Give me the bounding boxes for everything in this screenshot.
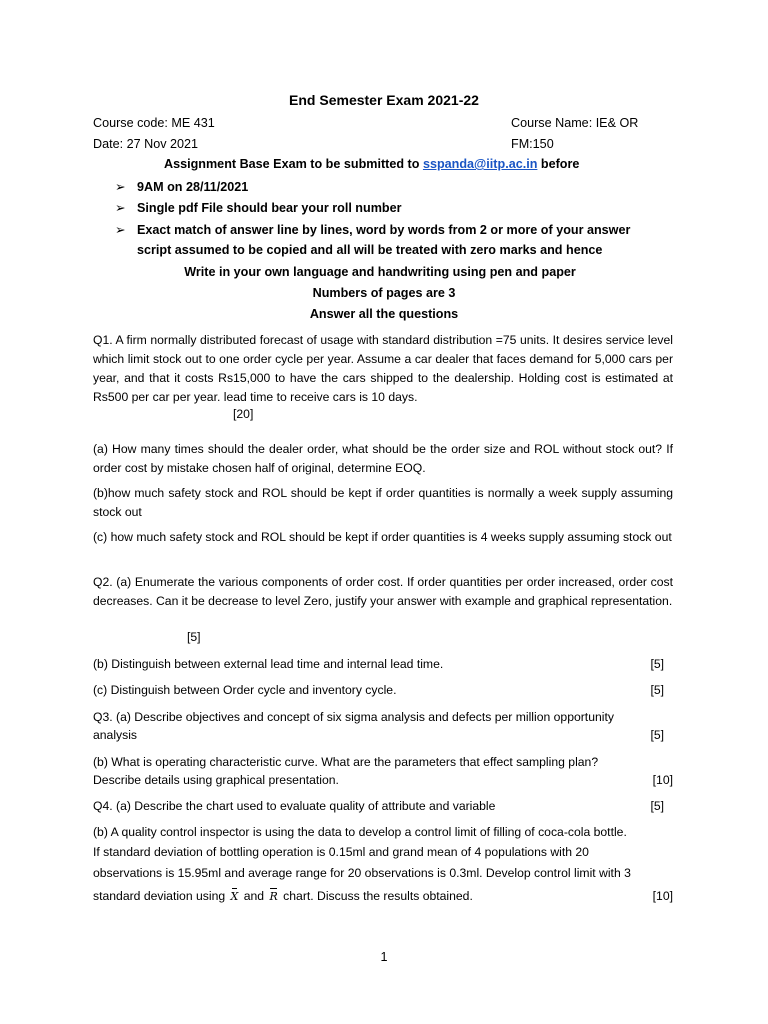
arrow-bullet-icon: ➢ (115, 223, 126, 237)
question-4b-line4 (93, 889, 673, 903)
question-4b-line1: (b) A quality control inspector is using the data to develop a control limit of filling of coca-cola bottle. (93, 825, 627, 839)
pages-instruction: Numbers of pages are 3 (312, 286, 456, 300)
bullet-deadline (115, 179, 248, 194)
question-1a-text: (a) How many times should the dealer order, what should be the order size and ROL without stock out? If order cost by mistake chosen half of original, determine EOQ. (93, 442, 673, 475)
question-4a (93, 799, 673, 813)
question-3a (93, 710, 673, 724)
question-3b (93, 755, 673, 769)
question-2a-text: Q2. (a) Enumerate the various components of order cost. If order quantities per order increased, order cost decreases. Can it be decrease to level Zero, justify your answer with example and graphical representation. (93, 575, 673, 608)
question-2a-marks: [5] (187, 630, 201, 644)
question-4b-line4-pre: standard deviation using (93, 889, 226, 903)
exam-date: Date: 27 Nov 2021 (93, 137, 199, 151)
question-2a (93, 573, 673, 611)
question-3b-cont (93, 773, 673, 787)
question-1b (93, 484, 673, 522)
question-2c-marks: [5] (650, 683, 664, 697)
course-name: Course Name: IE& OR (511, 116, 639, 130)
question-1 (93, 331, 673, 407)
question-2b (93, 657, 673, 671)
question-1c (93, 528, 673, 547)
page-number: 1 (380, 950, 388, 964)
question-4a-marks: [5] (650, 799, 664, 813)
question-4b-line3: observations is 15.95ml and average range for 20 observations is 0.3ml. Develop control limit with 3 (93, 866, 631, 880)
language-instruction: Write in your own language and handwriting using pen and paper (184, 265, 576, 279)
question-3a-line1: Q3. (a) Describe objectives and concept of six sigma analysis and defects per million opportunity (93, 710, 614, 724)
x-bar-symbol: X (230, 890, 239, 903)
bullet-copy-line1: Exact match of answer line by lines, word by words from 2 or more of your answer (137, 223, 631, 237)
full-marks: FM:150 (511, 137, 554, 151)
question-3a-marks: [5] (650, 728, 664, 742)
bullet-deadline-text: 9AM on 28/11/2021 (137, 180, 249, 194)
submission-instruction (164, 157, 579, 171)
question-4b-marks: [10] (652, 889, 673, 903)
answer-all-instruction: Answer all the questions (309, 307, 459, 321)
question-3a-cont (93, 728, 673, 742)
bullet-pdf-text: Single pdf File should bear your roll number (137, 201, 402, 215)
question-2b-text: (b) Distinguish between external lead time and internal lead time. (93, 657, 444, 671)
question-4b-and: and (243, 889, 265, 903)
question-3b-marks: [10] (652, 773, 673, 787)
question-3a-line2: analysis (93, 728, 138, 742)
question-4b-line4-post: chart. Discuss the results obtained. (283, 889, 473, 903)
question-3b-line1: (b) What is operating characteristic curve. What are the parameters that effect sampling plan? (93, 755, 599, 769)
question-1c-text: (c) how much safety stock and ROL should be kept if order quantities is 4 weeks supply assuming stock out (93, 530, 672, 544)
question-3b-line2: Describe details using graphical presentation. (93, 773, 339, 787)
submission-suffix: before (537, 157, 580, 171)
question-1-marks: [20] (233, 407, 254, 421)
course-code: Course code: ME 431 (93, 116, 215, 130)
arrow-bullet-icon: ➢ (115, 201, 126, 215)
question-1b-text: (b)how much safety stock and ROL should be kept if order quantities is normally a week supply assuming stock out (93, 486, 673, 519)
bullet-copy-line2: script assumed to be copied and all will be treated with zero marks and hence (137, 243, 603, 257)
arrow-bullet-icon: ➢ (115, 180, 126, 194)
question-1-text: Q1. A firm normally distributed forecast of usage with standard distribution =75 units. It desires service level which limit stock out to one order cycle per year. Assume a car dealer that faces demand for 5,000 cars per year, and that it costs Rs15,000 to have the cars shipped to the dealership. Holding cost is estimated at Rs500 per car per year. lead time to receive cars is 10 days. (93, 333, 673, 404)
question-2c-text: (c) Distinguish between Order cycle and inventory cycle. (93, 683, 397, 697)
submission-email-link[interactable]: sspanda@iitp.ac.in (422, 157, 538, 171)
question-4b-line2: If standard deviation of bottling operation is 0.15ml and grand mean of 4 populations with 20 (93, 845, 589, 859)
r-bar-symbol: R (269, 890, 278, 903)
question-4a-text: Q4. (a) Describe the chart used to evaluate quality of attribute and variable (93, 799, 496, 813)
question-2c (93, 683, 673, 697)
bullet-pdf (115, 200, 402, 215)
submission-prefix: Assignment Base Exam to be submitted to (164, 157, 423, 171)
bullet-copy-warning (115, 222, 630, 237)
question-2b-marks: [5] (650, 657, 664, 671)
question-1a (93, 440, 673, 478)
exam-title: End Semester Exam 2021-22 (289, 92, 479, 108)
